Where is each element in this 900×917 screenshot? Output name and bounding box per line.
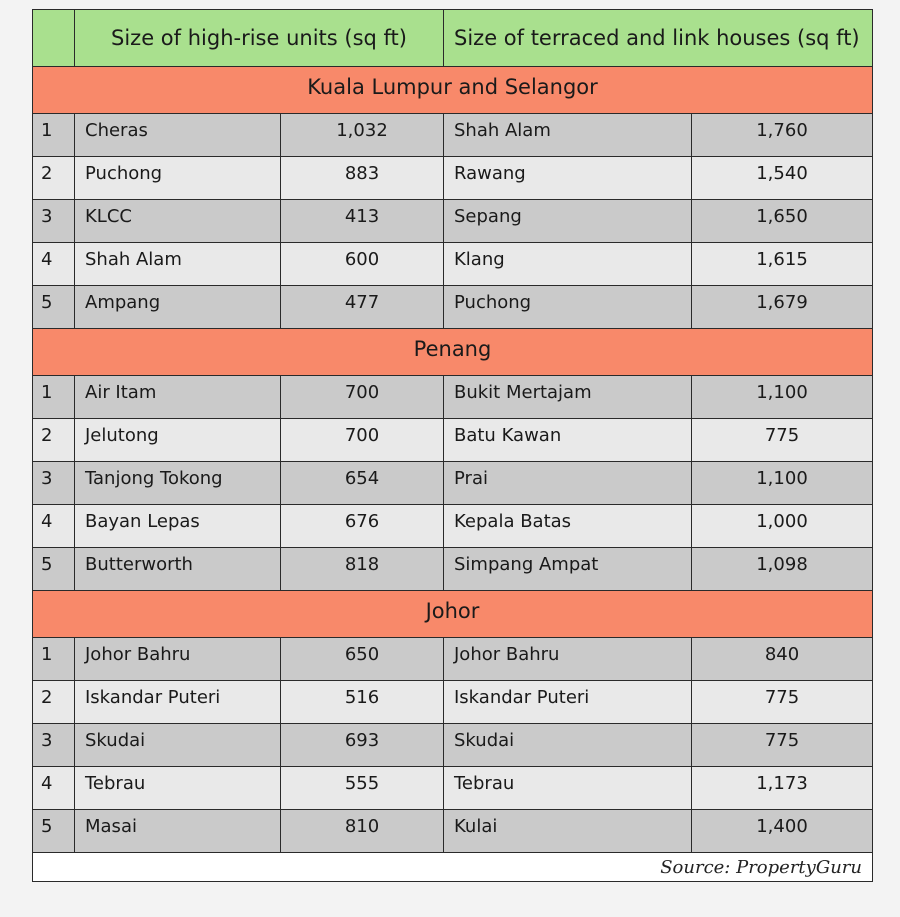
landed-size-cell: 1,760 — [692, 114, 873, 157]
high-rise-area-cell: Bayan Lepas — [75, 505, 281, 548]
landed-size-cell: 775 — [692, 419, 873, 462]
high-rise-area-cell: Air Itam — [75, 376, 281, 419]
table-row — [33, 376, 873, 419]
high-rise-area-cell: Masai — [75, 810, 281, 853]
high-rise-size-cell: 516 — [281, 681, 444, 724]
rank-cell: 4 — [33, 243, 75, 286]
landed-area-cell: Johor Bahru — [444, 638, 692, 681]
source-credit: Source: PropertyGuru — [33, 853, 873, 882]
rank-cell: 3 — [33, 724, 75, 767]
source-row — [33, 853, 873, 882]
landed-size-cell: 840 — [692, 638, 873, 681]
landed-area-cell: Sepang — [444, 200, 692, 243]
landed-size-cell: 1,173 — [692, 767, 873, 810]
high-rise-size-cell: 693 — [281, 724, 444, 767]
table-row — [33, 286, 873, 329]
rank-cell: 3 — [33, 200, 75, 243]
table-row — [33, 681, 873, 724]
high-rise-size-cell: 555 — [281, 767, 444, 810]
header-row — [33, 10, 873, 67]
landed-area-cell: Rawang — [444, 157, 692, 200]
landed-area-cell: Prai — [444, 462, 692, 505]
landed-size-cell: 1,650 — [692, 200, 873, 243]
rank-cell: 1 — [33, 114, 75, 157]
rank-cell: 5 — [33, 548, 75, 591]
high-rise-size-cell: 818 — [281, 548, 444, 591]
table-row — [33, 724, 873, 767]
header-landed: Size of terraced and link houses (sq ft) — [444, 10, 873, 67]
rank-cell: 1 — [33, 376, 75, 419]
table-row — [33, 200, 873, 243]
region-header-row — [33, 591, 873, 638]
landed-area-cell: Puchong — [444, 286, 692, 329]
house-size-table-container — [32, 9, 872, 882]
high-rise-size-cell: 810 — [281, 810, 444, 853]
high-rise-area-cell: Cheras — [75, 114, 281, 157]
high-rise-area-cell: Johor Bahru — [75, 638, 281, 681]
high-rise-area-cell: Tebrau — [75, 767, 281, 810]
landed-area-cell: Simpang Ampat — [444, 548, 692, 591]
rank-cell: 4 — [33, 767, 75, 810]
high-rise-size-cell: 654 — [281, 462, 444, 505]
landed-size-cell: 1,400 — [692, 810, 873, 853]
landed-area-cell: Kepala Batas — [444, 505, 692, 548]
table-row — [33, 548, 873, 591]
landed-size-cell: 1,000 — [692, 505, 873, 548]
high-rise-size-cell: 883 — [281, 157, 444, 200]
high-rise-size-cell: 650 — [281, 638, 444, 681]
rank-cell: 4 — [33, 505, 75, 548]
house-size-table — [32, 9, 873, 882]
high-rise-size-cell: 600 — [281, 243, 444, 286]
high-rise-size-cell: 477 — [281, 286, 444, 329]
landed-size-cell: 1,540 — [692, 157, 873, 200]
landed-size-cell: 1,615 — [692, 243, 873, 286]
landed-area-cell: Shah Alam — [444, 114, 692, 157]
region-name: Kuala Lumpur and Selangor — [33, 67, 873, 114]
table-row — [33, 810, 873, 853]
rank-cell: 3 — [33, 462, 75, 505]
table-row — [33, 114, 873, 157]
high-rise-size-cell: 413 — [281, 200, 444, 243]
landed-area-cell: Iskandar Puteri — [444, 681, 692, 724]
landed-area-cell: Klang — [444, 243, 692, 286]
landed-area-cell: Kulai — [444, 810, 692, 853]
landed-area-cell: Tebrau — [444, 767, 692, 810]
high-rise-area-cell: Iskandar Puteri — [75, 681, 281, 724]
table-row — [33, 243, 873, 286]
rank-cell: 2 — [33, 157, 75, 200]
table-row — [33, 419, 873, 462]
landed-size-cell: 1,679 — [692, 286, 873, 329]
rank-cell: 5 — [33, 810, 75, 853]
high-rise-area-cell: Shah Alam — [75, 243, 281, 286]
landed-size-cell: 1,100 — [692, 462, 873, 505]
high-rise-size-cell: 700 — [281, 419, 444, 462]
rank-cell: 2 — [33, 419, 75, 462]
high-rise-area-cell: Ampang — [75, 286, 281, 329]
landed-area-cell: Batu Kawan — [444, 419, 692, 462]
high-rise-area-cell: KLCC — [75, 200, 281, 243]
high-rise-size-cell: 1,032 — [281, 114, 444, 157]
landed-area-cell: Bukit Mertajam — [444, 376, 692, 419]
table-row — [33, 157, 873, 200]
table-row — [33, 638, 873, 681]
high-rise-area-cell: Jelutong — [75, 419, 281, 462]
table-row — [33, 462, 873, 505]
landed-size-cell: 1,098 — [692, 548, 873, 591]
landed-size-cell: 1,100 — [692, 376, 873, 419]
rank-cell: 5 — [33, 286, 75, 329]
high-rise-area-cell: Puchong — [75, 157, 281, 200]
landed-area-cell: Skudai — [444, 724, 692, 767]
high-rise-area-cell: Tanjong Tokong — [75, 462, 281, 505]
rank-cell: 1 — [33, 638, 75, 681]
region-name: Johor — [33, 591, 873, 638]
region-header-row — [33, 329, 873, 376]
table-body — [33, 10, 873, 882]
region-header-row — [33, 67, 873, 114]
rank-cell: 2 — [33, 681, 75, 724]
high-rise-area-cell: Skudai — [75, 724, 281, 767]
region-name: Penang — [33, 329, 873, 376]
table-row — [33, 505, 873, 548]
high-rise-size-cell: 676 — [281, 505, 444, 548]
high-rise-area-cell: Butterworth — [75, 548, 281, 591]
table-row — [33, 767, 873, 810]
high-rise-size-cell: 700 — [281, 376, 444, 419]
landed-size-cell: 775 — [692, 724, 873, 767]
header-high-rise: Size of high-rise units (sq ft) — [75, 10, 444, 67]
header-rank-cell — [33, 10, 75, 67]
landed-size-cell: 775 — [692, 681, 873, 724]
